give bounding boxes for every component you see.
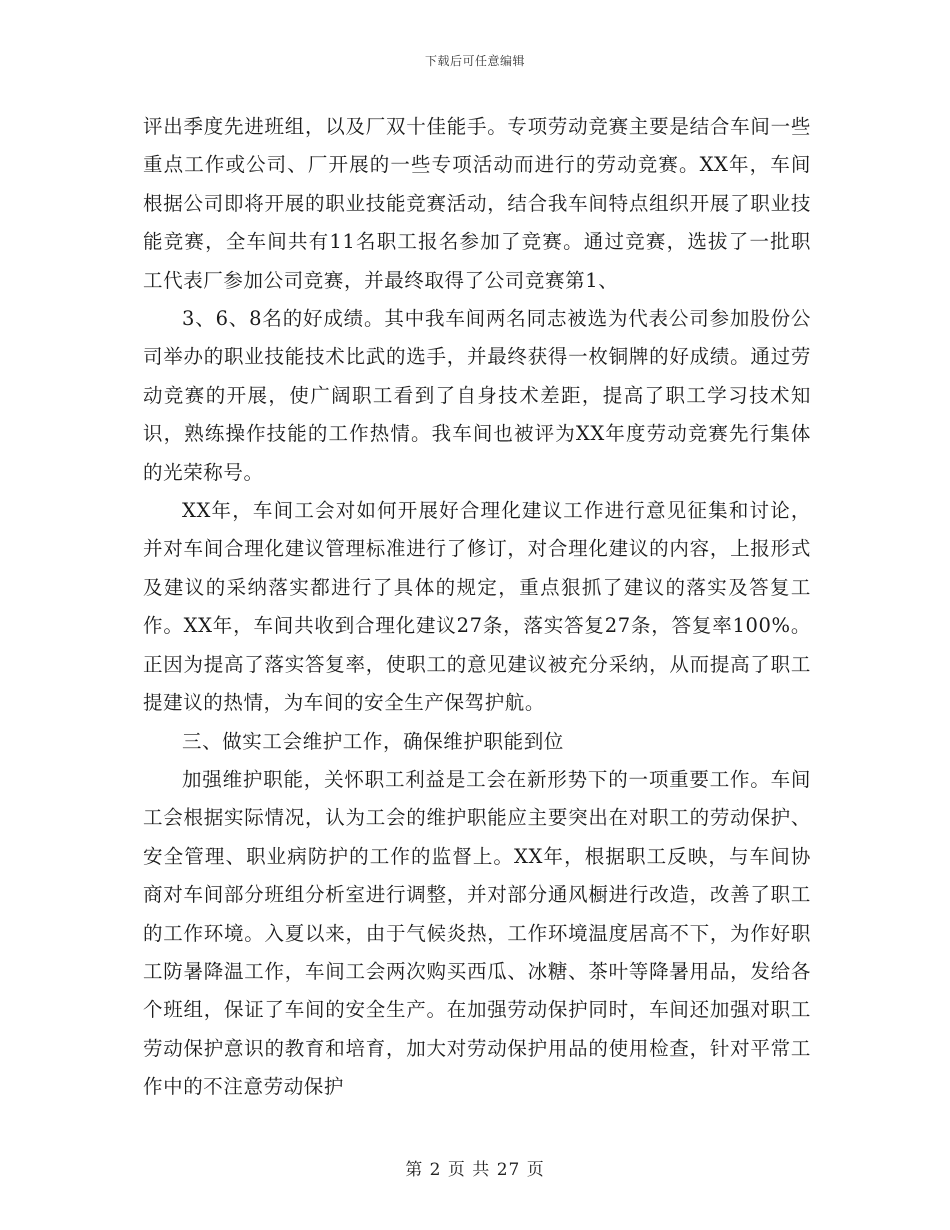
paragraph: 加强维护职能，关怀职工利益是工会在新形势下的一项重要工作。车间工会根据实际情况，认为工会的维护职能应主要突出在对职工的劳动保护、安全管理、职业病防护的工作的监督上。XX年，根据职工反映，与车间协商对车间部分班组分析室进行调整，并对部分通风橱进行改造，改善了职工的工作环境。入夏以来，由于气候炎热，工作环境温度居高不下，为作好职工防暑降温工作，车间工会两次购买西瓜、冰糖、茶叶等降暑用品，发给各个班组，保证了车间的安全生产。在加强劳动保护同时，车间还加强对职工劳动保护意识的教育和培育，加大对劳动保护用品的使用检查，针对平常工作中的不注意劳动保护 — [143, 767, 811, 1099]
page-header-note: 下载后可任意编辑 — [424, 54, 525, 68]
page-number: 第 2 页 共 27 页 — [405, 1160, 545, 1180]
section-heading: 三、做实工会维护工作，确保维护职能到位 — [182, 729, 564, 753]
paragraph: XX年，车间工会对如何开展好合理化建议工作进行意见征集和讨论，并对车间合理化建议管理标准进行了修订，对合理化建议的内容，上报形式及建议的采纳落实都进行了具体的规定，重点狠抓了建议的落实及答复工作。XX年，车间共收到合理化建议27条，落实答复27条，答复率100%。正因为提高了落实答复率，使职工的意见建议被充分采纳，从而提高了职工提建议的热情，为车间的安全生产保驾护航。 — [143, 499, 811, 715]
document-body — [143, 108, 811, 1107]
paragraph: 3、6、8名的好成绩。其中我车间两名同志被选为代表公司参加股份公司举办的职业技能技术比武的选手，并最终获得一枚铜牌的好成绩。通过劳动竞赛的开展，使广阔职工看到了自身技术差距，提高了职工学习技术知识，熟练操作技能的工作热情。我车间也被评为XX年度劳动竞赛先行集体的光荣称号。 — [143, 307, 811, 484]
paragraph: 评出季度先进班组，以及厂双十佳能手。专项劳动竞赛主要是结合车间一些重点工作或公司、厂开展的一些专项活动而进行的劳动竞赛。XX年，车间根据公司即将开展的职业技能竞赛活动，结合我车间特点组织开展了职业技能竞赛，全车间共有11名职工报名参加了竞赛。通过竞赛，选拔了一批职工代表厂参加公司竞赛，并最终取得了公司竞赛第1、 — [143, 115, 811, 292]
